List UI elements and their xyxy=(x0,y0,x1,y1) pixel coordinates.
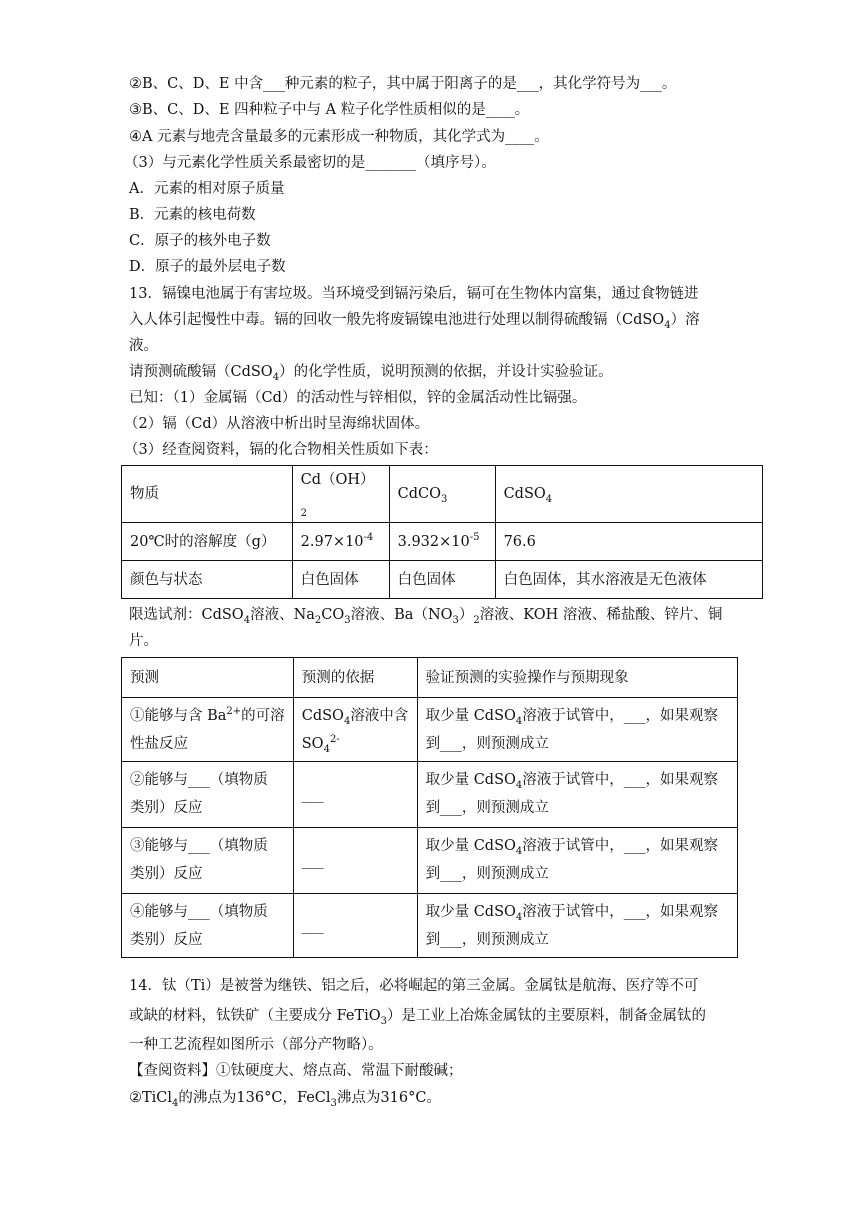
reagents-line2: 片。 xyxy=(129,633,158,649)
cadmium-compounds-table xyxy=(121,465,763,599)
reagents-line: 限选试剂：CdSO$_4$溶液、$Na_2CO_3$溶液、$Ba(NO_3)_2$溶液、KOH 溶液、稀盐酸、锌片、铜 xyxy=(129,607,723,626)
table-cell: 白色固体 xyxy=(292,561,389,599)
q13-known-2: （2）镉（Cd）从溶液中析出时呈海绵状固体。 xyxy=(124,416,430,432)
table-cell: 取少量 CdSO$_4$溶液于试管中，___，如果观察 到___，则预测成立 xyxy=(417,894,737,958)
table-cell: ②能够与___（填物质 类别）反应 xyxy=(122,762,294,828)
prediction-table xyxy=(121,657,738,958)
table-cell: 取少量 CdSO$_4$溶液于试管中，___，如果观察 到___，则预测成立 xyxy=(417,762,737,828)
table-cell: $Cd(OH)_2$ xyxy=(292,466,389,523)
option-c: C．原子的核外电子数 xyxy=(129,233,271,249)
table-cell: ___ xyxy=(293,762,417,828)
text-line: ②B、C、D、E 中含___种元素的粒子，其中属于阳离子的是___，其化学符号为___。 xyxy=(129,76,677,92)
option-d: D．原子的最外层电子数 xyxy=(129,259,286,275)
q14-line5: ②TiCl$_4$的沸点为136°C，FeCl$_3$沸点为316°C。 xyxy=(129,1090,441,1109)
q13-intro-line2: 入人体引起慢性中毒。镉的回收一般先将废镉镍电池进行处理以制得硫酸镉（CdSO$_4$）溶 xyxy=(129,312,700,331)
table-row xyxy=(122,762,738,828)
table-cell: CdSO$_4$ xyxy=(495,466,762,523)
q13-intro-line3: 液。 xyxy=(129,338,158,354)
table-cell: 76.6 xyxy=(495,523,762,561)
option-b: B．元素的核电荷数 xyxy=(129,207,256,223)
table-row xyxy=(122,698,738,762)
table-cell: $3.932\times 10^{-5}$ xyxy=(389,523,495,561)
table-row xyxy=(122,561,763,599)
table-cell: CdSO$_4$溶液中含 $SO_4^{2-}$ xyxy=(293,698,417,762)
q14-line1: 14．钛（Ti）是被誉为继铁、铝之后，必将崛起的第三金属。金属钛是航海、医疗等不可 xyxy=(129,978,699,994)
table-cell: 验证预测的实验操作与预期现象 xyxy=(417,658,737,698)
option-a: A．元素的相对原子质量 xyxy=(129,181,285,197)
table-row xyxy=(122,658,738,698)
q13-intro-line1: 13．镉镍电池属于有害垃圾。当环境受到镉污染后，镉可在生物体内富集，通过食物链进 xyxy=(129,286,699,302)
q13-known-1: 已知：（1）金属镉（Cd）的活动性与锌相似，锌的金属活动性比镉强。 xyxy=(129,390,587,406)
table-cell: 20℃时的溶解度（g） xyxy=(122,523,293,561)
text-line: （3）与元素化学性质关系最密切的是_______（填序号）。 xyxy=(124,155,496,171)
table-cell: 白色固体，其水溶液是无色液体 xyxy=(495,561,762,599)
table-cell: ④能够与___（填物质 类别）反应 xyxy=(122,894,294,958)
table-cell: ①能够与含 $Ba^{2+}$的可溶 性盐反应 xyxy=(122,698,294,762)
table-cell: 取少量 CdSO$_4$溶液于试管中，___，如果观察 到___，则预测成立 xyxy=(417,828,737,894)
table-cell: ___ xyxy=(293,894,417,958)
table-row xyxy=(122,523,763,561)
q14-line3: 一种工艺流程如图所示（部分产物略）。 xyxy=(129,1037,383,1053)
table-cell: ③能够与___（填物质 类别）反应 xyxy=(122,828,294,894)
table-cell: CdCO$_3$ xyxy=(389,466,495,523)
table-cell: 颜色与状态 xyxy=(122,561,293,599)
table-cell: 预测的依据 xyxy=(293,658,417,698)
text-line: ③B、C、D、E 四种粒子中与 A 粒子化学性质相似的是____。 xyxy=(129,102,530,118)
q14-line2: 或缺的材料，钛铁矿（主要成分 FeTiO$_3$）是工业上冶炼金属钛的主要原料，制备金属钛的 xyxy=(129,1008,707,1027)
table-cell: 预测 xyxy=(122,658,294,698)
table-row xyxy=(122,466,763,523)
table-cell: 白色固体 xyxy=(389,561,495,599)
table-cell: $2.97\times 10^{-4}$ xyxy=(292,523,389,561)
table-row xyxy=(122,894,738,958)
table-cell: 物质 xyxy=(122,466,293,523)
text-line: ④A 元素与地壳含量最多的元素形成一种物质，其化学式为____。 xyxy=(129,129,549,145)
table-cell: ___ xyxy=(293,828,417,894)
q14-line4: 【查阅资料】①钛硬度大、熔点高、常温下耐酸碱； xyxy=(129,1063,463,1079)
q13-request: 请预测硫酸镉（CdSO$_4$）的化学性质，说明预测的依据，并设计实验验证。 xyxy=(129,364,613,383)
table-row xyxy=(122,828,738,894)
table-cell: 取少量 CdSO$_4$溶液于试管中，___，如果观察 到___，则预测成立 xyxy=(417,698,737,762)
q13-known-3: （3）经查阅资料，镉的化合物相关性质如下表： xyxy=(124,442,438,458)
